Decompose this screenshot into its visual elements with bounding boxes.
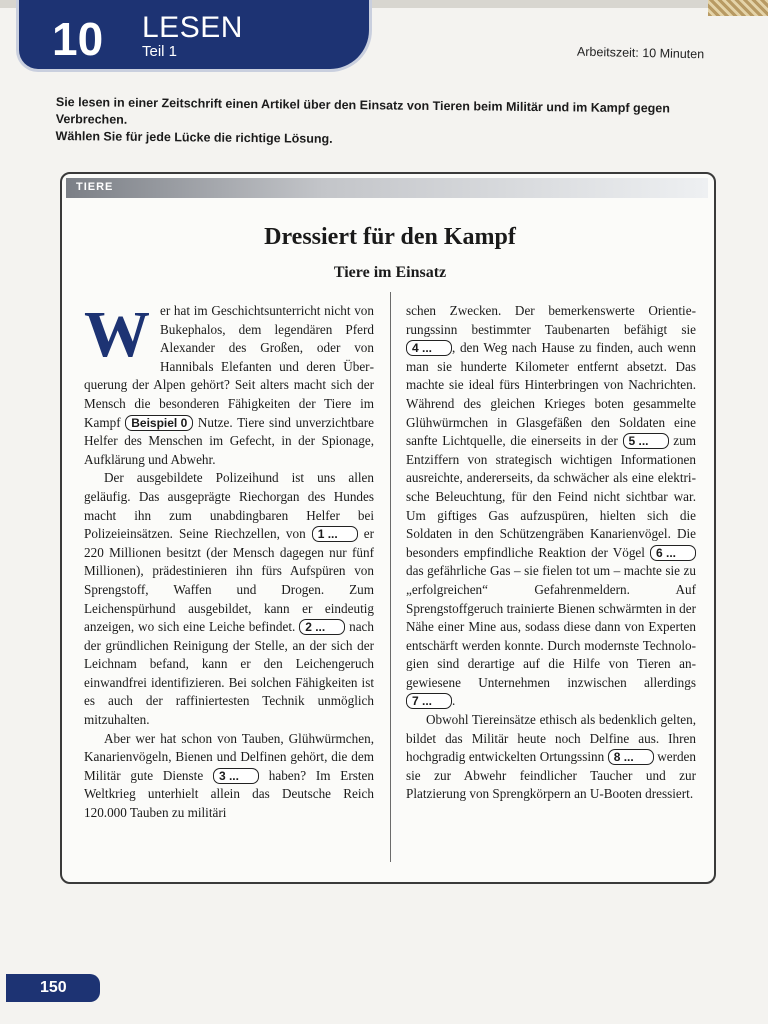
article-headline: Dressiert für den Kampf — [264, 224, 516, 250]
instruction-line-2: Verbrechen. — [55, 111, 128, 127]
text-segment: das gefährliche Gas – sie fielen tot um – machte sie zu „erfolgreichen“ Gefahrenmeldern. Auf Sprengstoffgeruch trainierte Bienen schwärmten in der Nähe einer Mine aus, sodass diese dann von Experten entschärft werden konnte. Durch modernste Technologien sind derartige auf die Hilfe von Tieren angewiesene Unternehmen inzwischen allerdings — [406, 563, 696, 690]
article-column-right — [406, 302, 696, 804]
text-segment: Der ausgebildete Polizeihund ist uns allen geläufig. Das ausgeprägte Riechorgan des Hundes macht ihn zum unabdingbaren Helfer bei Polizeieinsätzen. Seine Riechzellen, von — [84, 470, 374, 542]
text-segment: nach der gründlichen Reinigung der Stelle, an der sich der Leichnam befand, kann er den Leichengeruch einwandfrei identifizieren. Bei solchen Fähigkeiten ist es auch der raffiniertesten Technik unmöglich mitzuhalten. — [84, 619, 374, 728]
page-number: 150 — [40, 979, 67, 996]
gap-7[interactable]: 7 ... — [406, 693, 452, 709]
gap-5[interactable]: 5 ... — [623, 433, 669, 449]
text-segment: er 220 Millionen besitzt (der Mensch dagegen nur fünf Millionen), prädestinieren ihn fürs Aufspüren von Sprengstoff, Waffen und Drogen. Zum Leichenspürhund ausgebildet, kann er eindeutig anzeigen, wo sich eine Leiche befindet. — [84, 526, 374, 635]
section-title: LESEN — [142, 11, 243, 44]
text-segment: haben? Im Ersten Weltkrieg unterhielt allein das Deutsche Reich 120.000 Tauben zu militäri — [84, 767, 374, 821]
gap-4[interactable]: 4 ... — [406, 340, 452, 356]
instruction-line-3: Wählen Sie für jede Lücke die richtige Lösung. — [55, 128, 333, 146]
paragraph-4 — [406, 711, 696, 804]
text-segment: schen Zwecken. Der bemerkenswerte Orientierungssinn bestimmter Taubenarten befähigt sie — [406, 303, 696, 337]
column-divider — [390, 292, 391, 862]
task-instructions — [55, 94, 719, 152]
instruction-line-1: Sie lesen in einer Zeitschrift einen Artikel über den Einsatz von Tieren beim Militär und im Kampf gegen — [55, 94, 670, 116]
corner-decoration — [708, 0, 768, 16]
drop-cap: W — [84, 298, 150, 371]
category-bar — [66, 178, 708, 198]
paragraph-2 — [84, 469, 374, 729]
text-segment: , den Weg nach Hause zu finden, auch wenn man sie hunderte Kilometer entfernt absetzt. Das machte sie ideal fürs Hinterbringen von Nachrichten. Während des gleichen Krieges boten gesammelte Glühwürmchen in Glasgefäßen den Soldaten eine sanfte Lichtquelle, die einerseits in der — [406, 340, 696, 449]
text-segment: Obwohl Tiereinsätze ethisch als bedenklich gelten, bildet das Militär heute noch Delfine aus. Ihren hochgradig entwickelten Ortungssinn — [406, 712, 696, 765]
text-segment: er hat im Geschichtsunterricht nicht von Bukephalos, dem legendären Pferd Alexander des Großen, oder von Hannibals Elefanten und deren Überquerung der Alpen gehört? Seit alters macht sich der Mensch die besonderen Fähigkeiten der Tiere im Kampf — [84, 303, 374, 430]
text-segment: werden sie zur Abwehr feindlicher Taucher und zur Platzierung von Sprengkörpern an U-Booten dressiert. — [406, 749, 696, 802]
page-number-tab — [6, 974, 100, 1002]
gap-1[interactable]: 1 ... — [312, 526, 358, 542]
gap-3[interactable]: 3 ... — [213, 768, 259, 784]
paragraph-3-start — [84, 730, 374, 823]
section-subtitle: Teil 1 — [142, 43, 178, 60]
gap-8[interactable]: 8 ... — [608, 749, 654, 765]
category-label: TIERE — [76, 181, 114, 193]
text-segment: Aber wer hat schon von Tauben, Glühwürmchen, Kanarienvögeln, Bienen und Delfinen gehört, die dem Militär gute Dienste — [84, 730, 374, 783]
article-box — [60, 172, 716, 884]
text-segment: . — [452, 693, 456, 709]
paragraph-3-continued — [406, 302, 696, 711]
article-column-left — [84, 298, 374, 823]
gap-example: Beispiel 0 — [125, 415, 193, 431]
section-number: 10 — [52, 13, 104, 65]
text-segment: zum Entziffern von strategisch wichtigen Informationen ausreichte, andererseits, da schwächer als eine elektrische Beleuchtung, für den Feind nicht sichtbar war. Um giftiges Gas aufzuspüren, hielten sich die Soldaten in den Schützengräben Kanarienvögel. Die besonders empfindliche Reaktion der Vögel — [406, 433, 696, 560]
gap-2[interactable]: 2 ... — [299, 619, 345, 635]
article-subheadline: Tiere im Einsatz — [333, 264, 447, 281]
work-time-label: Arbeitszeit: 10 Minuten — [576, 44, 705, 62]
text-segment: Nutze. Tiere sind unverzichtbare Helfer des Menschen im Gefecht, in der Spionage, Aufklärung und Abwehr. — [84, 414, 374, 467]
paragraph-1 — [84, 298, 374, 469]
gap-6[interactable]: 6 ... — [650, 545, 696, 561]
